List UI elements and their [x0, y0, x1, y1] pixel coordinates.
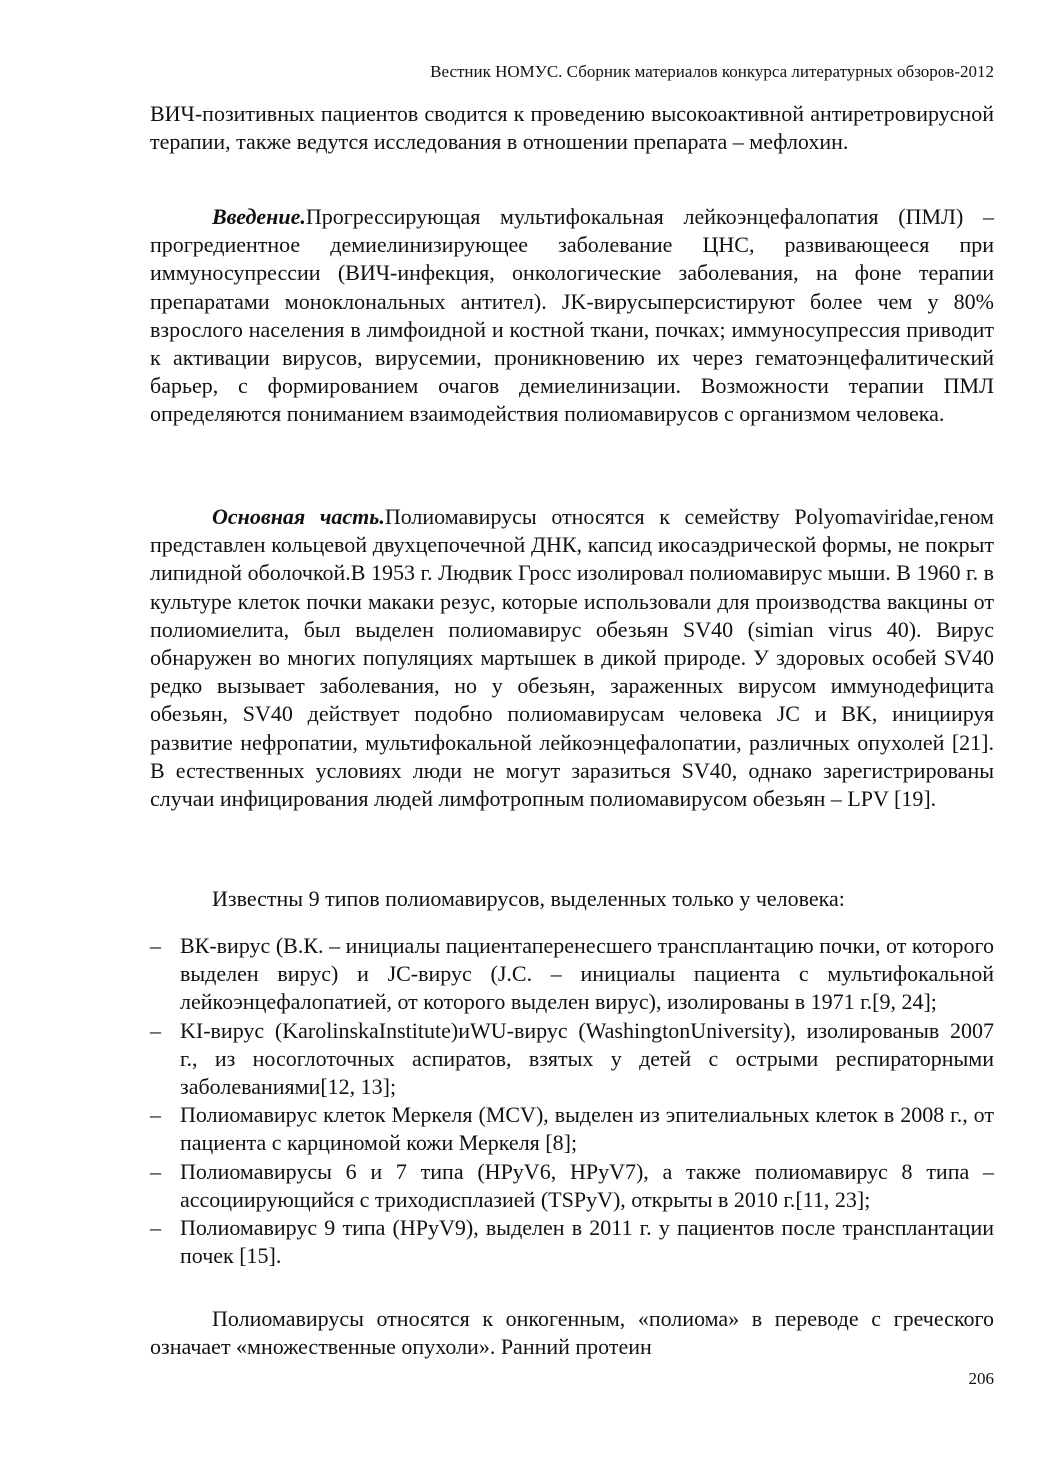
virus-types-list [150, 932, 994, 1270]
list-item [150, 1214, 994, 1270]
list-item [150, 932, 994, 1017]
section-heading-main-part: Основная часть. [212, 504, 385, 529]
main-part-text: Полиомавирусы относятся к семейству Polyomaviridae,геном представлен кольцевой двухцепочечной ДНК, капсид икосаэдрической формы, не покрыт липидной оболочкой.В 1953 г. Людвик Гросс изолировал полиомавирус мыши. В 1960 г. в культуре клеток почки макаки резус, которые использовали для производства вакцины от полиомиелита, был выделен полиомавирус обезьян SV40 (simian virus 40). Вирус обнаружен во многих популяциях мартышек в дикой природе. У здоровых особей SV40 редко вызывает заболевания, но у обезьян, зараженных вирусом иммунодефицита обезьян, SV40 действует подобно полиомавирусам человека JC и BK, инициируя развитие нефропатии, мультифокальной лейкоэнцефалопатии, различных опухолей [21]. В естественных условиях люди не могут заразиться SV40, однако зарегистрированы случаи инфицирования людей лимфотропным полиомавирусом обезьян – LPV [19]. [150, 504, 994, 812]
list-item-text: Полиомавирус клеток Меркеля (MCV), выделен из эпителиальных клеток в 2008 г., от пациента с карциномой кожи Меркеля [8]; [180, 1102, 994, 1156]
list-item-text: Полиомавирус 9 типа (HPyV9), выделен в 2011 г. у пациентов после трансплантации почек [15]. [180, 1215, 994, 1269]
dash-bullet: – [150, 1158, 161, 1184]
dash-bullet: – [150, 933, 161, 958]
dash-bullet: – [150, 1215, 161, 1241]
paragraph-introduction [150, 203, 994, 429]
list-item-text: Полиомавирусы 6 и 7 типа (HPyV6, HPyV7), а также полиомавирус 8 типа – ассоциирующийся с триходисплазией (TSPyV), открыты в 2010 г.[11, 23]; [180, 1158, 994, 1212]
list-item [150, 1101, 994, 1157]
paragraph-main-part [150, 503, 994, 813]
paragraph-oncogenic: Полиомавирусы относятся к онкогенным, «полиома» в переводе с греческого означает «множественные опухоли». Ранний протеин [150, 1306, 994, 1360]
page-number: 206 [968, 1369, 994, 1388]
paragraph-types-intro: Известны 9 типов полиомавирусов, выделенных только у человека: [212, 886, 845, 911]
running-header: Вестник НОМУС. Сборник материалов конкурса литературных обзоров-2012 [430, 62, 994, 81]
list-item-text: KI-вирус (KarolinskaInstitute)иWU-вирус (WashingtonUniversity), изолированыв 2007 г., из носоглоточных аспиратов, взятых у детей с острыми респираторными заболеваниями[12, 13]; [180, 1017, 994, 1100]
section-heading-introduction: Введение. [212, 204, 306, 229]
introduction-text: Прогрессирующая мультифокальная лейкоэнцефалопатия (ПМЛ) – прогредиентное демиелинизирующее заболевание ЦНС, развивающееся при иммуносупрессии (ВИЧ-инфекция, онкологические заболевания, на фоне терапии препаратами моноклональных антител). JK-вирусыперсистируют более чем у 80% взрослого населения в лимфоидной и костной ткани, почках; иммуносупрессия приводит к активации вирусов, вирусемии, проникновению их через гематоэнцефалитический барьер, с формированием очагов демиелинизации. Возможности терапии ПМЛ определяются пониманием взаимодействия полиомавирусов с организмом человека. [150, 204, 994, 427]
paragraph-continuation: ВИЧ-позитивных пациентов сводится к проведению высокоактивной антиретровирусной терапии, также ведутся исследования в отношении препарата – мефлохин. [150, 101, 994, 155]
list-item [150, 1158, 994, 1214]
list-item-text: ВК-вирус (В.К. – инициалы пациентаперенесшего трансплантацию почки, от которого выделен вирус) и JC-вирус (J.C. – инициалы пациента с мультифокальной лейкоэнцефалопатией, от которого выделен вирус), изолированы в 1971 г.[9, 24]; [180, 933, 994, 1015]
dash-bullet: – [150, 1102, 161, 1128]
dash-bullet: – [150, 1017, 161, 1043]
list-item [150, 1017, 994, 1102]
